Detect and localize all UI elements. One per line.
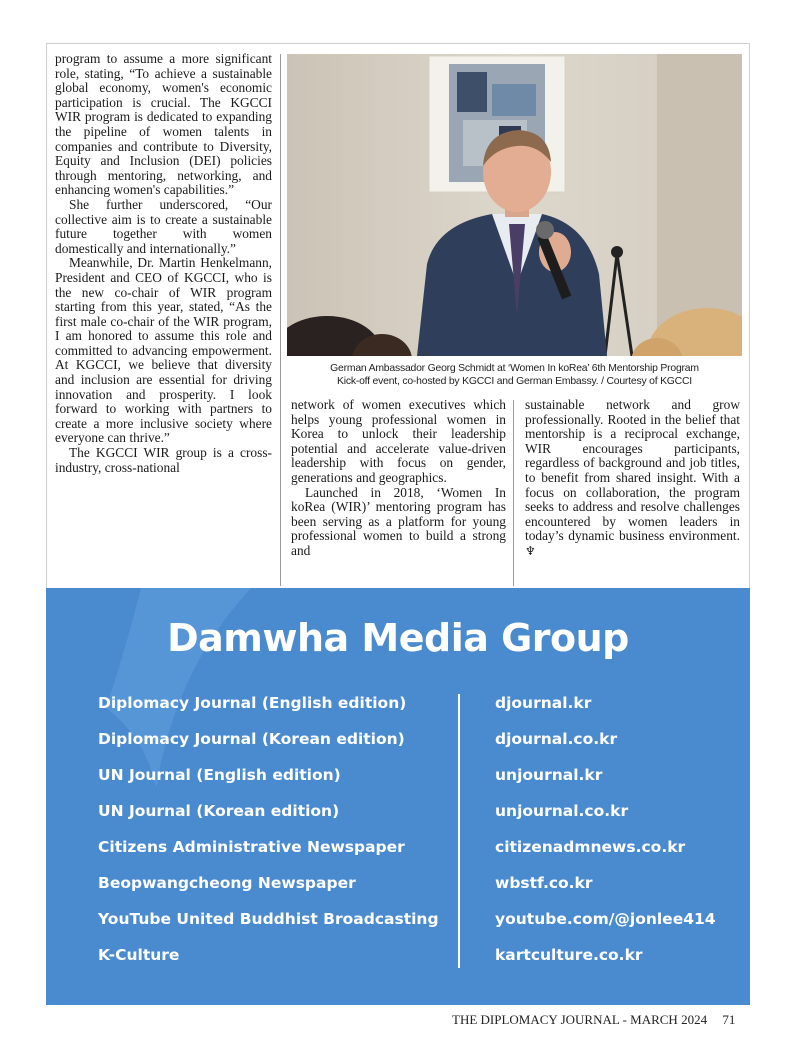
media-row: [46, 694, 750, 718]
media-name: YouTube United Buddhist Broadcasting: [98, 910, 439, 928]
media-row: [46, 730, 750, 754]
media-url[interactable]: unjournal.kr: [495, 766, 603, 784]
media-url[interactable]: youtube.com/@jonlee414: [495, 910, 716, 928]
publication-name: THE DIPLOMACY JOURNAL - MARCH 2024: [452, 1012, 708, 1027]
media-row: [46, 874, 750, 898]
paragraph: Meanwhile, Dr. Martin Henkelmann, President and CEO of KGCCI, who is the new co-chair of WIR program starting from this year, stated, “As the first male co-chair of the WIR program, I am honored to assume this role and committed to advancing empowerment. At KGCCI, we believe that diversity and inclusion are essential for driving innovation and prosperity. I look forward to working with partners to create a more inclusive society where everyone can thrive.”: [55, 255, 272, 446]
paragraph: [525, 398, 740, 559]
media-name: UN Journal (English edition): [98, 766, 341, 784]
media-row: [46, 910, 750, 934]
article-column-1: [55, 52, 272, 475]
media-row: [46, 766, 750, 790]
event-photo: [287, 54, 742, 356]
caption-line: Kick-off event, co-hosted by KGCCI and German Embassy. / Courtesy of KGCCI: [337, 376, 692, 387]
media-row: [46, 946, 750, 970]
media-url[interactable]: kartculture.co.kr: [495, 946, 643, 964]
article-column-2: [291, 398, 506, 559]
paragraph: Launched in 2018, ‘Women In koRea (WIR)’ mentoring program has been serving as a platform for young professional women to build a strong and: [291, 484, 506, 558]
media-name: Diplomacy Journal (English edition): [98, 694, 407, 712]
media-row: [46, 802, 750, 826]
article-column-3: [525, 398, 740, 559]
media-name: Citizens Administrative Newspaper: [98, 838, 405, 856]
column-rule: [513, 400, 514, 586]
end-mark-icon: ♆: [525, 543, 536, 558]
media-url[interactable]: djournal.kr: [495, 694, 592, 712]
media-name: K-Culture: [98, 946, 180, 964]
paragraph: program to assume a more significant role, stating, “To achieve a sustainable global economy, women's economic participation is crucial. The KGCCI WIR program is dedicated to expanding the pipeline of women talents in companies and contribute to Diversity, Equity and Inclusion (DEI) policies through mentoring, networking, and enhancing women's capabilities.”: [55, 51, 272, 198]
paragraph: The KGCCI WIR group is a cross-industry, cross-national: [55, 445, 272, 475]
media-url[interactable]: wbstf.co.kr: [495, 874, 593, 892]
caption-line: German Ambassador Georg Schmidt at ‘Women In koRea’ 6th Mentorship Program: [330, 363, 699, 374]
media-url[interactable]: citizenadmnews.co.kr: [495, 838, 686, 856]
paragraph: network of women executives which helps young professional women in Korea to unlock their leadership potential and accelerate value-driven leadership with focus on gender, generations and geographics.: [291, 397, 506, 485]
paragraph: She further underscored, “Our collective aim is to create a sustainable future together with women domestically and internationally.”: [55, 196, 272, 256]
photo-caption: [287, 362, 742, 388]
banner-title: Damwha Media Group: [167, 616, 629, 660]
page-footer: [452, 1012, 752, 1028]
media-group-banner: [46, 588, 750, 1005]
media-name: Diplomacy Journal (Korean edition): [98, 730, 405, 748]
media-row: [46, 838, 750, 862]
page-number: 71: [722, 1012, 736, 1027]
media-name: Beopwangcheong Newspaper: [98, 874, 356, 892]
media-url[interactable]: unjournal.co.kr: [495, 802, 629, 820]
paragraph-text: sustainable network and grow professionally. Rooted in the belief that mentorship is a reciprocal exchange, WIR encourages participants, regardless of background and job titles, to benefit from shared insight. With a focus on collaboration, the program seeks to address and resolve challenges encountered by women leaders in today’s dynamic business environment.: [525, 397, 740, 544]
media-url[interactable]: djournal.co.kr: [495, 730, 618, 748]
media-name: UN Journal (Korean edition): [98, 802, 340, 820]
article: [46, 43, 750, 588]
column-rule: [280, 54, 281, 586]
